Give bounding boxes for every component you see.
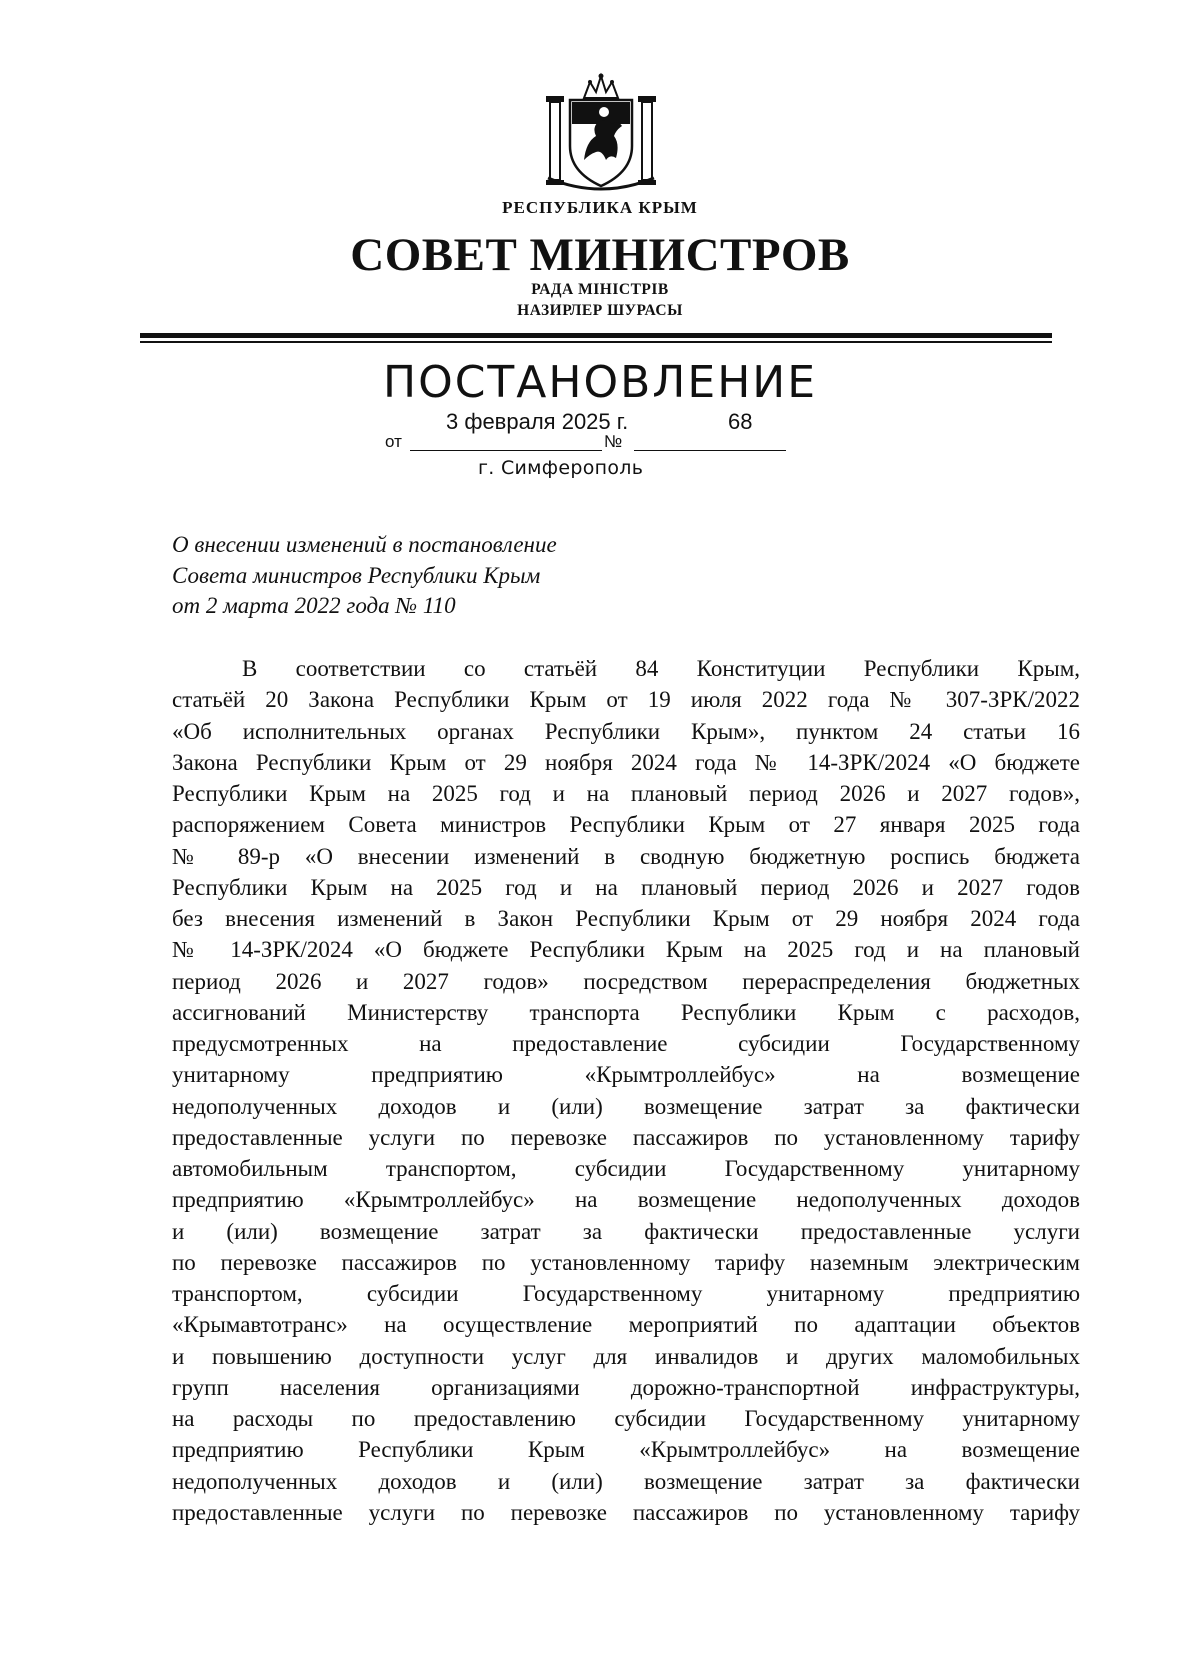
body-line: предоставленные услуги по перевозке пассажиров по установленному тарифу: [172, 1124, 1080, 1150]
body-line: унитарному предприятию «Крымтроллейбус» на возмещение: [172, 1062, 1080, 1088]
number-underline: [634, 450, 786, 451]
header-divider-thick: [140, 333, 1052, 338]
subject-line: Совета министров Республики Крым: [172, 562, 541, 588]
republic-name: РЕСПУБЛИКА КРЫМ: [502, 198, 698, 217]
body-line: № 89-р «О внесении изменений в сводную бюджетную роспись бюджета: [172, 843, 1080, 869]
body-line: автомобильным транспортом, субсидии Государственному унитарному: [172, 1156, 1080, 1181]
body-line: по перевозке пассажиров по установленному тарифу наземным электрическим: [172, 1249, 1080, 1275]
body-line: статьёй 20 Закона Республики Крым от 19 июля 2022 года № 307-ЗРК/2022: [172, 687, 1080, 713]
body-line: «Об исполнительных органах Республики Крым», пунктом 24 статьи 16: [172, 718, 1080, 744]
body-line: и повышению доступности услуг для инвалидов и других маломобильных: [172, 1343, 1080, 1369]
council-name-ukrainian: РАДА МІНІСТРІВ: [531, 281, 669, 298]
number-sign-label: №: [604, 432, 623, 451]
council-name-crimean-tatar: НАЗИРЛЕР ШУРАСЫ: [517, 302, 683, 319]
decree-number: 68: [728, 409, 753, 434]
body-line: транспортом, субсидии Государственному унитарному предприятию: [172, 1281, 1080, 1306]
decree-form-line: [0, 432, 1200, 454]
subject-line: О внесении изменений в постановление: [172, 532, 557, 557]
body-line: В соответствии со статьёй 84 Конституции Республики Крым,: [242, 656, 1080, 681]
subject-line: от 2 марта 2022 года № 110: [172, 593, 456, 618]
decree-title: ПОСТАНОВЛЕНИЕ: [382, 357, 817, 408]
ot-label: от: [385, 432, 402, 451]
body-line: предприятию «Крымтроллейбус» на возмещение недополученных доходов: [172, 1187, 1080, 1213]
date-underline: [410, 450, 602, 451]
decree-date: 3 февраля 2025 г.: [446, 409, 629, 434]
body-line: предоставленные услуги по перевозке пассажиров по установленному тарифу: [172, 1499, 1080, 1525]
body-line: групп населения организациями дорожно-транспортной инфраструктуры,: [172, 1374, 1080, 1400]
body-line: распоряжением Совета министров Республики Крым от 27 января 2025 года: [172, 812, 1080, 838]
body-line: предприятию Республики Крым «Крымтроллейбус» на возмещение: [172, 1437, 1080, 1463]
council-name: СОВЕТ МИНИСТРОВ: [350, 229, 850, 281]
header-divider-thin: [140, 341, 1052, 343]
body-line: ассигнований Министерству транспорта Республики Крым с расходов,: [172, 999, 1080, 1025]
body-line: недополученных доходов и (или) возмещение затрат за фактически: [172, 1093, 1080, 1119]
body-line: «Крымавтотранс» на осуществление мероприятий по адаптации объектов: [172, 1312, 1080, 1338]
decree-body-text: [172, 653, 1080, 1528]
body-line: на расходы по предоставлению субсидии Государственному унитарному: [172, 1406, 1080, 1431]
body-line: недополученных доходов и (или) возмещение затрат за фактически: [172, 1468, 1080, 1494]
body-line: период 2026 и 2027 годов» посредством перераспределения бюджетных: [172, 968, 1080, 994]
coat-of-arms-emblem: [540, 68, 662, 196]
decree-subject: [172, 530, 557, 622]
body-line: и (или) возмещение затрат за фактически предоставленные услуги: [172, 1218, 1080, 1244]
body-line: Республики Крым на 2025 год и на плановый период 2026 и 2027 годов»,: [172, 781, 1080, 806]
body-line: Республики Крым на 2025 год и на плановый период 2026 и 2027 годов: [172, 874, 1080, 900]
body-line: без внесения изменений в Закон Республики Крым от 29 ноября 2024 года: [172, 906, 1080, 931]
body-line: № 14-ЗРК/2024 «О бюджете Республики Крым на 2025 год и на плановый: [172, 937, 1080, 963]
body-line: предусмотренных на предоставление субсидии Государственному: [172, 1031, 1080, 1056]
decree-city: г. Симферополь: [478, 457, 644, 479]
body-line: Закона Республики Крым от 29 ноября 2024 года № 14-ЗРК/2024 «О бюджете: [172, 749, 1080, 775]
